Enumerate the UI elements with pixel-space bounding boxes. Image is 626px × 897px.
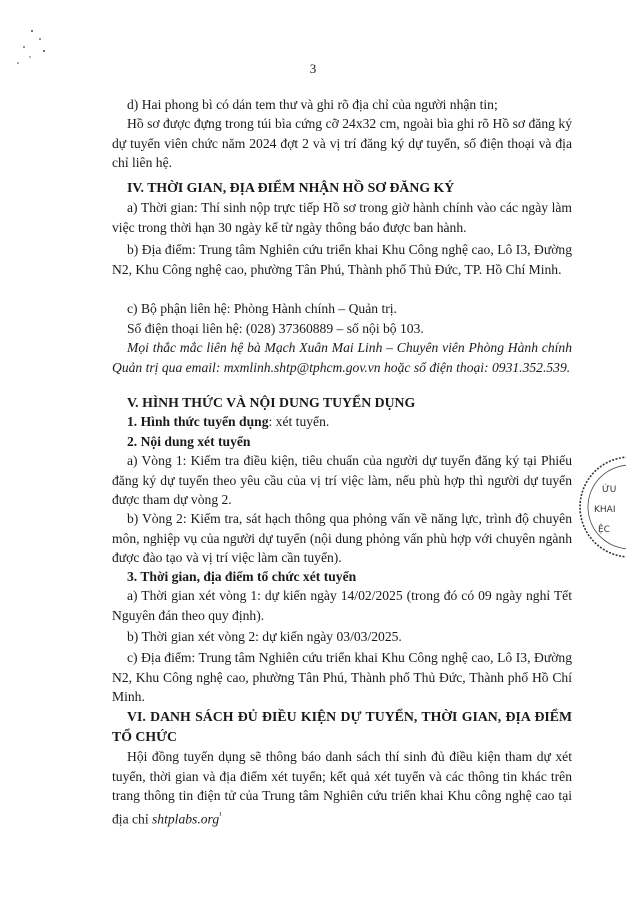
section-vi-title: VI. DANH SÁCH ĐỦ ĐIỀU KIỆN DỰ TUYỂN, THỜI GIAN, ĐỊA ĐIỂM TỔ CHỨC (112, 709, 572, 744)
section-iv-phone: Số điện thoại liên hệ: (028) 37360889 – số nội bộ 103. (127, 321, 424, 336)
section-v-2-b: b) Vòng 2: Kiểm tra, sát hạch thông qua phỏng vấn về năng lực, trình độ chuyên môn, nghiệp vụ của người dự tuyển (nội dung phỏng vấn phù hợp với chuyên ngành được đào tạo và vị trí việc làm cần tuyển). (112, 511, 572, 565)
official-seal (572, 452, 626, 562)
packaging-paragraph: Hồ sơ được đựng trong túi bìa cứng cỡ 24x32 cm, ngoài bìa ghi rõ Hồ sơ đăng ký dự tuyển viên chức năm 2024 đợt 2 và vị trí đăng ký dự tuyển, số điện thoại và địa chỉ liên hệ. (112, 116, 572, 170)
section-iv-a: a) Thời gian: Thí sinh nộp trực tiếp Hồ sơ trong giờ hành chính vào các ngày làm việc trong thời hạn 30 ngày kể từ ngày thông báo được ban hành. (112, 200, 572, 235)
website-link[interactable]: shtplabs.org (152, 811, 220, 827)
footnote-marker: ¹ (219, 809, 222, 820)
seal-text-1: ỨU (602, 485, 617, 495)
section-v-2-title: 2. Nội dung xét tuyển (127, 434, 251, 449)
section-v-3-b: b) Thời gian xét vòng 2: dự kiến ngày 03/03/2025. (127, 629, 402, 644)
seal-text-3: ỆC (598, 525, 610, 535)
page-number: 3 (309, 61, 317, 76)
section-iv-c: c) Bộ phận liên hệ: Phòng Hành chính – Quản trị. (127, 301, 397, 316)
section-v-3-a: a) Thời gian xét vòng 1: dự kiến ngày 14/02/2025 (trong đó có 09 ngày nghỉ Tết Nguyên đán theo quy định). (112, 588, 572, 623)
section-v-1 (112, 412, 572, 432)
seal-text-2: KHAI (594, 505, 616, 515)
section-v-3-c: c) Địa điểm: Trung tâm Nghiên cứu triển khai Khu Công nghệ cao, Lô I3, Đường N2, Khu Công nghệ cao, phường Tân Phú, Thành phố Thủ Đức, Thành phố Hồ Chí Minh. (112, 650, 572, 704)
section-iv-title: IV. THỜI GIAN, ĐỊA ĐIỂM NHẬN HỒ SƠ ĐĂNG KÝ (127, 180, 455, 195)
section-v-title: V. HÌNH THỨC VÀ NỘI DUNG TUYỂN DỤNG (127, 395, 416, 410)
item-d: d) Hai phong bì có dán tem thư và ghi rõ địa chỉ của người nhận tin; (127, 97, 498, 112)
v1-value: : xét tuyển. (268, 414, 330, 429)
section-iv-b: b) Địa điểm: Trung tâm Nghiên cứu triển khai Khu Công nghệ cao, Lô I3, Đường N2, Khu Công nghệ cao, phường Tân Phú, Thành phố Thủ Đức, TP. Hồ Chí Minh. (112, 242, 572, 277)
section-v-2-a: a) Vòng 1: Kiểm tra điều kiện, tiêu chuẩn của người dự tuyển đăng ký tại Phiếu đăng ký dự tuyển theo yêu cầu của vị trí việc làm, nếu phù hợp thì người dự tuyển được tham dự vòng 2. (112, 453, 572, 507)
section-iv-contact: Mọi thắc mắc liên hệ bà Mạch Xuân Mai Linh – Chuyên viên Phòng Hành chính Quản trị qua email: mxmlinh.shtp@tphcm.gov.vn hoặc số điện thoại: 0931.352.539. (112, 340, 572, 375)
vi-body-text: Hội đồng tuyển dụng sẽ thông báo danh sách thí sinh đủ điều kiện tham dự xét tuyển, thời gian và địa điểm xét tuyển; kết quả xét tuyển và các thông tin khác trên trang thông tin điện tử của Trung tâm Nghiên cứu triển khai Khu công nghệ cao tại địa chỉ (112, 749, 572, 827)
section-vi-body (112, 747, 572, 829)
v1-label: 1. Hình thức tuyển dụng (127, 414, 269, 429)
section-v-3-title: 3. Thời gian, địa điểm tổ chức xét tuyển (127, 569, 357, 584)
